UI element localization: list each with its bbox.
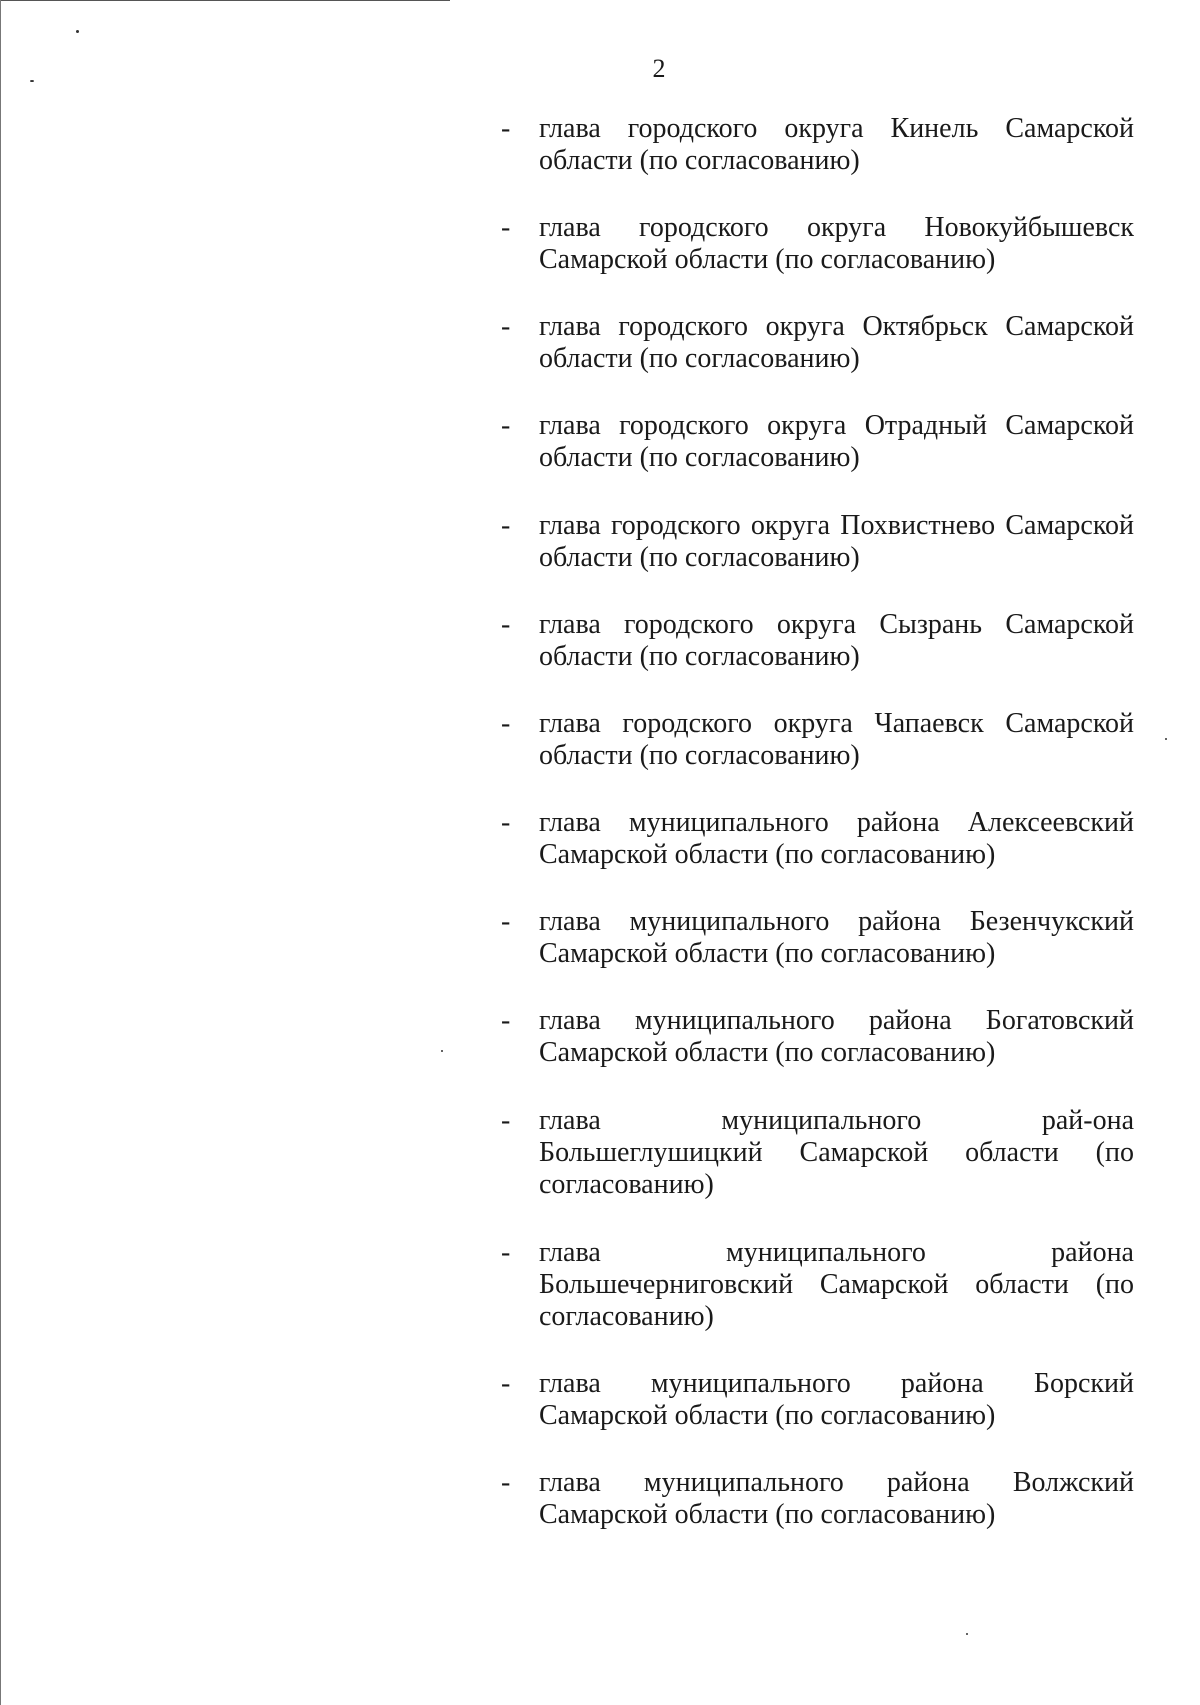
- list-item: [503, 1105, 1134, 1201]
- list-item-text: глава городского округа Похвистнево Самарской области (по согласованию): [539, 510, 1134, 573]
- list-item: [503, 311, 1134, 375]
- list-item: [503, 807, 1134, 871]
- list-bullet: -: [501, 708, 511, 739]
- list-bullet: -: [501, 1467, 511, 1498]
- list-item-text: глава городского округа Сызрань Самарской области (по согласованию): [539, 609, 1134, 672]
- list-item: [503, 410, 1134, 474]
- list-item-text: глава муниципального района Борский Самарской области (по согласованию): [539, 1368, 1134, 1431]
- list-bullet: -: [501, 1005, 511, 1036]
- list-item-text: глава городского округа Отрадный Самарской области (по согласованию): [539, 410, 1134, 473]
- list-bullet: -: [501, 807, 511, 838]
- scan-speck: [441, 1050, 443, 1052]
- list-item: [503, 609, 1134, 673]
- list-item-text: глава городского округа Новокуйбышевск Самарской области (по согласованию): [539, 212, 1134, 275]
- list-item-text: глава городского округа Чапаевск Самарской области (по согласованию): [539, 708, 1134, 771]
- list-bullet: -: [501, 410, 511, 441]
- list-item-text: глава муниципального района Большечерниговский Самарской области (по согласованию): [539, 1237, 1134, 1332]
- list-item: [503, 1467, 1134, 1531]
- page-top-edge: [0, 0, 450, 1]
- list-bullet: -: [501, 906, 511, 937]
- list-item: [503, 1368, 1134, 1432]
- list-bullet: -: [501, 609, 511, 640]
- list-bullet: -: [501, 1368, 511, 1399]
- list-bullet: -: [501, 113, 511, 144]
- list-item-text: глава муниципального района Безенчукский Самарской области (по согласованию): [539, 906, 1134, 969]
- list-item-text: глава муниципального рай-она Большеглушицкий Самарской области (по согласованию): [539, 1105, 1134, 1200]
- list-item-text: глава муниципального района Богатовский Самарской области (по согласованию): [539, 1005, 1134, 1068]
- list-item: [503, 708, 1134, 772]
- scan-speck: [76, 30, 79, 33]
- list-item: [503, 510, 1134, 574]
- list-bullet: -: [501, 1105, 511, 1136]
- list-item: [503, 113, 1134, 177]
- list-bullet: -: [501, 212, 511, 243]
- scan-speck: [966, 1633, 968, 1635]
- list-bullet: -: [501, 311, 511, 342]
- scan-speck: [1165, 738, 1167, 740]
- list-item-text: глава муниципального района Алексеевский Самарской области (по согласованию): [539, 807, 1134, 870]
- list-item: [503, 1005, 1134, 1069]
- list-item: [503, 1237, 1134, 1333]
- list-item-text: глава городского округа Октябрьск Самарской области (по согласованию): [539, 311, 1134, 374]
- list-item-text: глава муниципального района Волжский Самарской области (по согласованию): [539, 1467, 1134, 1530]
- list-bullet: -: [501, 1237, 511, 1268]
- page-left-edge: [0, 0, 1, 1705]
- list-bullet: -: [501, 510, 511, 541]
- list-item: [503, 212, 1134, 276]
- list-item: [503, 906, 1134, 970]
- page-number: 2: [652, 54, 666, 83]
- list-item-text: глава городского округа Кинель Самарской области (по согласованию): [539, 113, 1134, 176]
